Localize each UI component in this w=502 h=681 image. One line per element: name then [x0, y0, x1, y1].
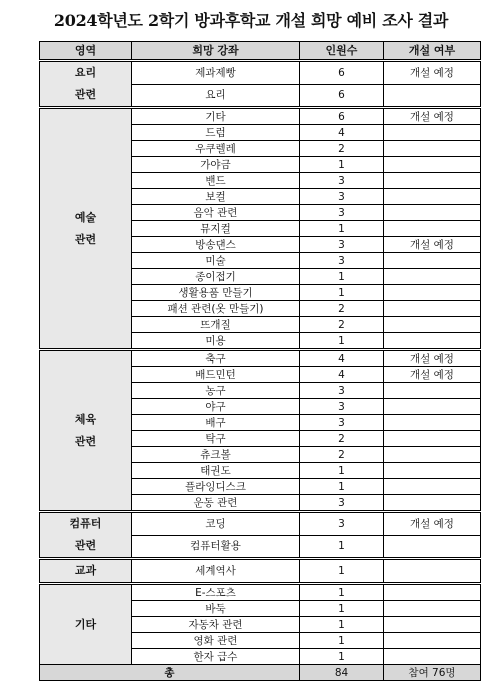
count-cell: 4 [300, 350, 384, 367]
count-cell: 1 [300, 269, 384, 285]
course-cell: 요리 [132, 84, 300, 108]
total-participation: 참여 76명 [384, 665, 481, 681]
status-cell [384, 479, 481, 495]
count-cell: 1 [300, 633, 384, 649]
count-cell: 1 [300, 463, 384, 479]
course-cell: 뮤지컬 [132, 221, 300, 237]
status-cell [384, 431, 481, 447]
status-cell [384, 383, 481, 399]
course-cell: 음악 관련 [132, 205, 300, 221]
course-cell: 운동 관련 [132, 495, 300, 512]
total-label: 총 [40, 665, 300, 681]
area-cell: 요리 관련 [40, 61, 132, 108]
status-cell [384, 649, 481, 665]
course-cell: 제과제빵 [132, 61, 300, 85]
table-row [40, 559, 481, 584]
status-cell: 개설 예정 [384, 237, 481, 253]
course-cell: 밴드 [132, 173, 300, 189]
course-cell: 코딩 [132, 512, 300, 536]
count-cell: 1 [300, 601, 384, 617]
count-cell: 2 [300, 431, 384, 447]
course-cell: 자동차 관련 [132, 617, 300, 633]
status-cell [384, 415, 481, 431]
count-cell: 1 [300, 157, 384, 173]
course-cell: 컴퓨터활용 [132, 535, 300, 559]
table-row [40, 108, 481, 125]
course-cell: 종이접기 [132, 269, 300, 285]
count-cell: 3 [300, 512, 384, 536]
count-cell: 6 [300, 108, 384, 125]
count-cell: 3 [300, 189, 384, 205]
area-group [40, 584, 481, 665]
status-cell [384, 447, 481, 463]
course-cell: 보컬 [132, 189, 300, 205]
status-cell [384, 84, 481, 108]
area-group [40, 559, 481, 584]
area-group [40, 108, 481, 350]
count-cell: 4 [300, 125, 384, 141]
area-group [40, 512, 481, 559]
course-cell: 야구 [132, 399, 300, 415]
count-cell: 1 [300, 649, 384, 665]
count-cell: 1 [300, 584, 384, 601]
count-cell: 3 [300, 205, 384, 221]
status-cell [384, 221, 481, 237]
status-cell [384, 285, 481, 301]
count-cell: 1 [300, 221, 384, 237]
count-cell: 3 [300, 173, 384, 189]
status-cell [384, 253, 481, 269]
course-cell: 츄크볼 [132, 447, 300, 463]
status-cell: 개설 예정 [384, 350, 481, 367]
total-row [40, 665, 481, 681]
course-cell: 플라잉디스크 [132, 479, 300, 495]
status-cell: 개설 예정 [384, 367, 481, 383]
count-cell: 3 [300, 237, 384, 253]
survey-table [39, 41, 481, 681]
area-cell: 체육 관련 [40, 350, 132, 512]
count-cell: 1 [300, 535, 384, 559]
course-cell: 패션 관련(옷 만들기) [132, 301, 300, 317]
status-cell [384, 495, 481, 512]
status-cell [384, 633, 481, 649]
course-cell: 축구 [132, 350, 300, 367]
area-cell: 기타 [40, 584, 132, 665]
count-cell: 1 [300, 559, 384, 584]
status-cell [384, 463, 481, 479]
total-count: 84 [300, 665, 384, 681]
course-cell: 탁구 [132, 431, 300, 447]
count-cell: 3 [300, 383, 384, 399]
status-cell [384, 173, 481, 189]
count-cell: 1 [300, 617, 384, 633]
status-cell [384, 317, 481, 333]
course-cell: 미용 [132, 333, 300, 350]
header-course: 희망 강좌 [132, 42, 300, 61]
course-cell: 바둑 [132, 601, 300, 617]
status-cell [384, 559, 481, 584]
area-cell: 컴퓨터 관련 [40, 512, 132, 559]
count-cell: 2 [300, 141, 384, 157]
status-cell [384, 269, 481, 285]
course-cell: E-스포츠 [132, 584, 300, 601]
status-cell: 개설 예정 [384, 512, 481, 536]
status-cell: 개설 예정 [384, 61, 481, 85]
count-cell: 6 [300, 61, 384, 85]
area-cell: 예술 관련 [40, 108, 132, 350]
course-cell: 기타 [132, 108, 300, 125]
area-group [40, 350, 481, 512]
status-cell [384, 157, 481, 173]
count-cell: 2 [300, 317, 384, 333]
status-cell [384, 601, 481, 617]
course-cell: 영화 관련 [132, 633, 300, 649]
status-cell [384, 333, 481, 350]
header-count: 인원수 [300, 42, 384, 61]
course-cell: 배드민턴 [132, 367, 300, 383]
count-cell: 3 [300, 495, 384, 512]
header-area: 영역 [40, 42, 132, 61]
status-cell [384, 535, 481, 559]
table-row [40, 61, 481, 85]
course-cell: 우쿠렐레 [132, 141, 300, 157]
status-cell [384, 189, 481, 205]
count-cell: 2 [300, 447, 384, 463]
count-cell: 1 [300, 479, 384, 495]
status-cell [384, 617, 481, 633]
course-cell: 뜨개질 [132, 317, 300, 333]
status-cell [384, 301, 481, 317]
status-cell: 개설 예정 [384, 108, 481, 125]
course-cell: 방송댄스 [132, 237, 300, 253]
header-status: 개설 여부 [384, 42, 481, 61]
area-group [40, 61, 481, 108]
header-row [40, 42, 481, 61]
course-cell: 한자 급수 [132, 649, 300, 665]
course-cell: 배구 [132, 415, 300, 431]
table-row [40, 584, 481, 601]
status-cell [384, 125, 481, 141]
page-title: 2024학년도 2학기 방과후학교 개설 희망 예비 조사 결과 [53, 11, 449, 30]
course-cell: 미술 [132, 253, 300, 269]
status-cell [384, 399, 481, 415]
table-row [40, 350, 481, 367]
count-cell: 1 [300, 285, 384, 301]
table-row [40, 512, 481, 536]
count-cell: 3 [300, 415, 384, 431]
status-cell [384, 584, 481, 601]
count-cell: 6 [300, 84, 384, 108]
status-cell [384, 141, 481, 157]
count-cell: 1 [300, 333, 384, 350]
area-cell: 교과 [40, 559, 132, 584]
count-cell: 3 [300, 253, 384, 269]
status-cell [384, 205, 481, 221]
count-cell: 3 [300, 399, 384, 415]
course-cell: 드럼 [132, 125, 300, 141]
course-cell: 생활용품 만들기 [132, 285, 300, 301]
course-cell: 가야금 [132, 157, 300, 173]
course-cell: 농구 [132, 383, 300, 399]
course-cell: 세계역사 [132, 559, 300, 584]
course-cell: 태권도 [132, 463, 300, 479]
count-cell: 4 [300, 367, 384, 383]
count-cell: 2 [300, 301, 384, 317]
